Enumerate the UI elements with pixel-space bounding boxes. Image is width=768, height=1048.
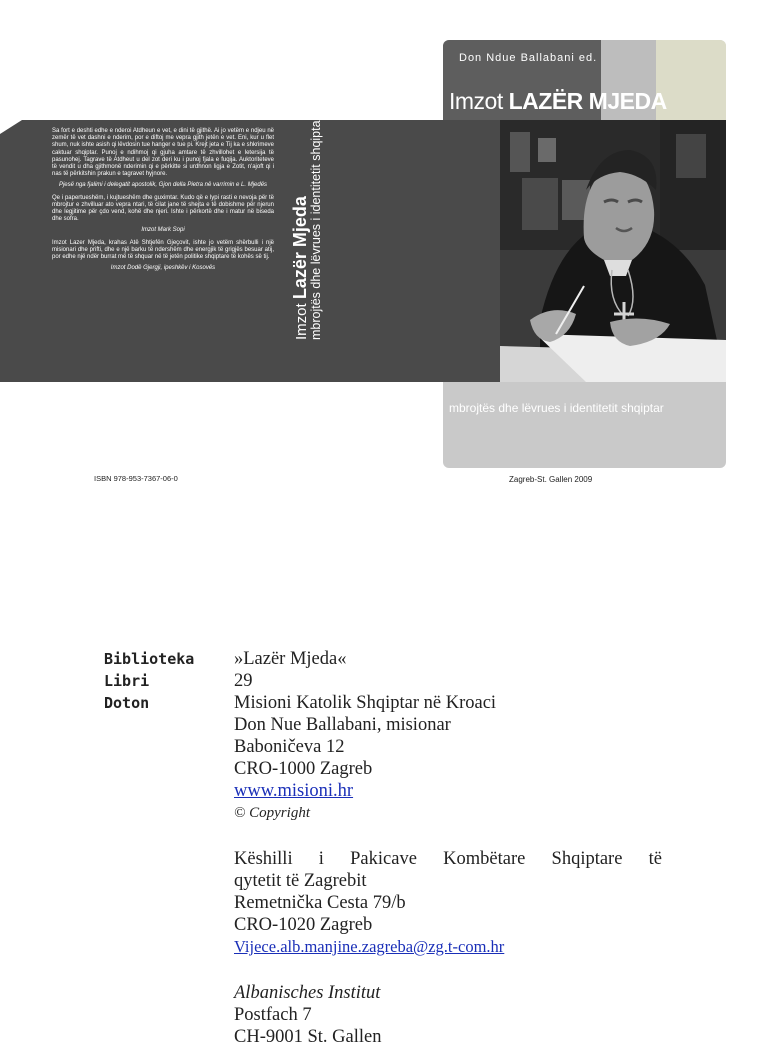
website-link[interactable]: www.misioni.hr — [234, 781, 354, 801]
back-citation-3: Imzot Dodë Gjergji, ipeshkëv i Kosovës — [110, 265, 216, 272]
spacer — [234, 958, 662, 982]
council-street: Remetnička Cesta 79/b — [234, 893, 406, 913]
cover-portrait-photo — [500, 120, 726, 382]
cover-title-prefix: Imzot — [449, 88, 509, 114]
label-doton: Doton — [104, 694, 150, 712]
spine-title — [290, 100, 311, 340]
cover-subtitle: mbrojtës dhe lëvrues i identitetit shqiptar — [449, 401, 664, 415]
council-city: CRO-1020 Zagreb — [234, 915, 373, 935]
book-number: 29 — [234, 671, 253, 691]
publisher-line-4: CRO-1000 Zagreb — [234, 759, 373, 779]
cover-title — [449, 88, 667, 115]
cover-editor: Don Ndue Ballabani ed. — [459, 52, 598, 64]
back-cover-text — [52, 128, 274, 277]
spine-title-prefix: Imzot — [293, 299, 310, 340]
isbn: ISBN 978-953-7367-06-0 — [94, 474, 178, 483]
institute-city: CH-9001 St. Gallen — [234, 1027, 382, 1047]
institute-postbox: Postfach 7 — [234, 1005, 312, 1025]
spine-title-name: Lazër Mjeda — [290, 196, 310, 300]
imprint-labels — [104, 648, 194, 714]
series-name: »Lazër Mjeda« — [234, 649, 347, 669]
label-libri: Libri — [104, 672, 150, 690]
portrait-illustration — [500, 120, 726, 382]
imprint-page — [0, 640, 768, 1047]
cover-title-name: LAZËR MJEDA — [508, 88, 667, 114]
back-paragraph-2: Qe i papertueshëm, i kujtueshëm dhe guximtar. Kudo që e lypi rasti e nevoja për të mbrojtur e zhvilluar ato vepra ntari, të cilat jane të shejta e të dobishme për njerun dhe legjitime për çdo vend, kohë dhe njeri. Ishte i përkortë dhe i matur në biseda dhe sofra. — [52, 194, 274, 223]
spine-subtitle: mbrojtës dhe lëvrues i identitetit shqiptar — [309, 116, 323, 340]
book-cover — [0, 0, 768, 500]
place-year: Zagreb-St. Gallen 2009 — [509, 475, 593, 484]
back-paragraph-1: Sa fort e deshti edhe e nderoi Atdheun e vet, e dini të gjithë. Ai jo vetëm e ndjeu në zemër të vet dashni e nderim, por e diftoj me vepra gjith jetën e vet. Eni, kur u flet shum, nuk ishte asish qi lëvdosin tue hanger e tue pi. Krejt jeta e Tij ka e shkrimeve caktuar shqiptar. Punoj e ndihmoj qi gjuha amtare të zhvillohet e letersija të pasunohej. Tagrave të Atdheut u del zot deri ku i punoj fjala e fuqija. Auktoriteteve të vendit u dha gjithmonë nderimin qi e përkitte si urdhnon ligja e Zotit, n'ajoft qi i nas të përkitshin prakun e tagravet hyjnore. — [52, 128, 274, 178]
institute-name: Albanisches Institut — [234, 983, 381, 1003]
copyright: © Copyright — [234, 805, 310, 821]
back-paragraph-3: Imzot Lazer Mjeda, krahas Atë Shtjefën Gjeçovit, ishte jo vetëm shërbulli i një misionari dhe prifti, dhe e një barku të ndershëm dhe energjik të grigjës besuar atij, por edhe një ndër burrat më të shquar në të jetën politike shqiptare të kohës së tij. — [52, 239, 274, 261]
back-citation-1: Pjesë nga fjalimi i delegatit apostolik, Gjon della Pietra në varrimin e L. Mjedës — [58, 182, 268, 189]
imprint-values — [234, 648, 662, 1048]
publisher-line-3: Baboničeva 12 — [234, 737, 345, 757]
council-line-1: Këshilli i Pakicave Kombëtare Shqiptare të — [234, 849, 662, 869]
council-line-2: qytetit të Zagrebit — [234, 871, 367, 891]
publisher-line-2: Don Nue Ballabani, misionar — [234, 715, 451, 735]
spine-text — [290, 100, 370, 340]
publisher-line-1: Misioni Katolik Shqiptar në Kroaci — [234, 693, 497, 713]
council-email-link[interactable]: Vijece.alb.manjine.zagreba@zg.t-com.hr — [234, 937, 505, 956]
back-citation-2: Imzot Mark Sopi — [141, 227, 185, 234]
spacer — [234, 824, 662, 848]
label-biblioteka: Biblioteka — [104, 650, 195, 668]
